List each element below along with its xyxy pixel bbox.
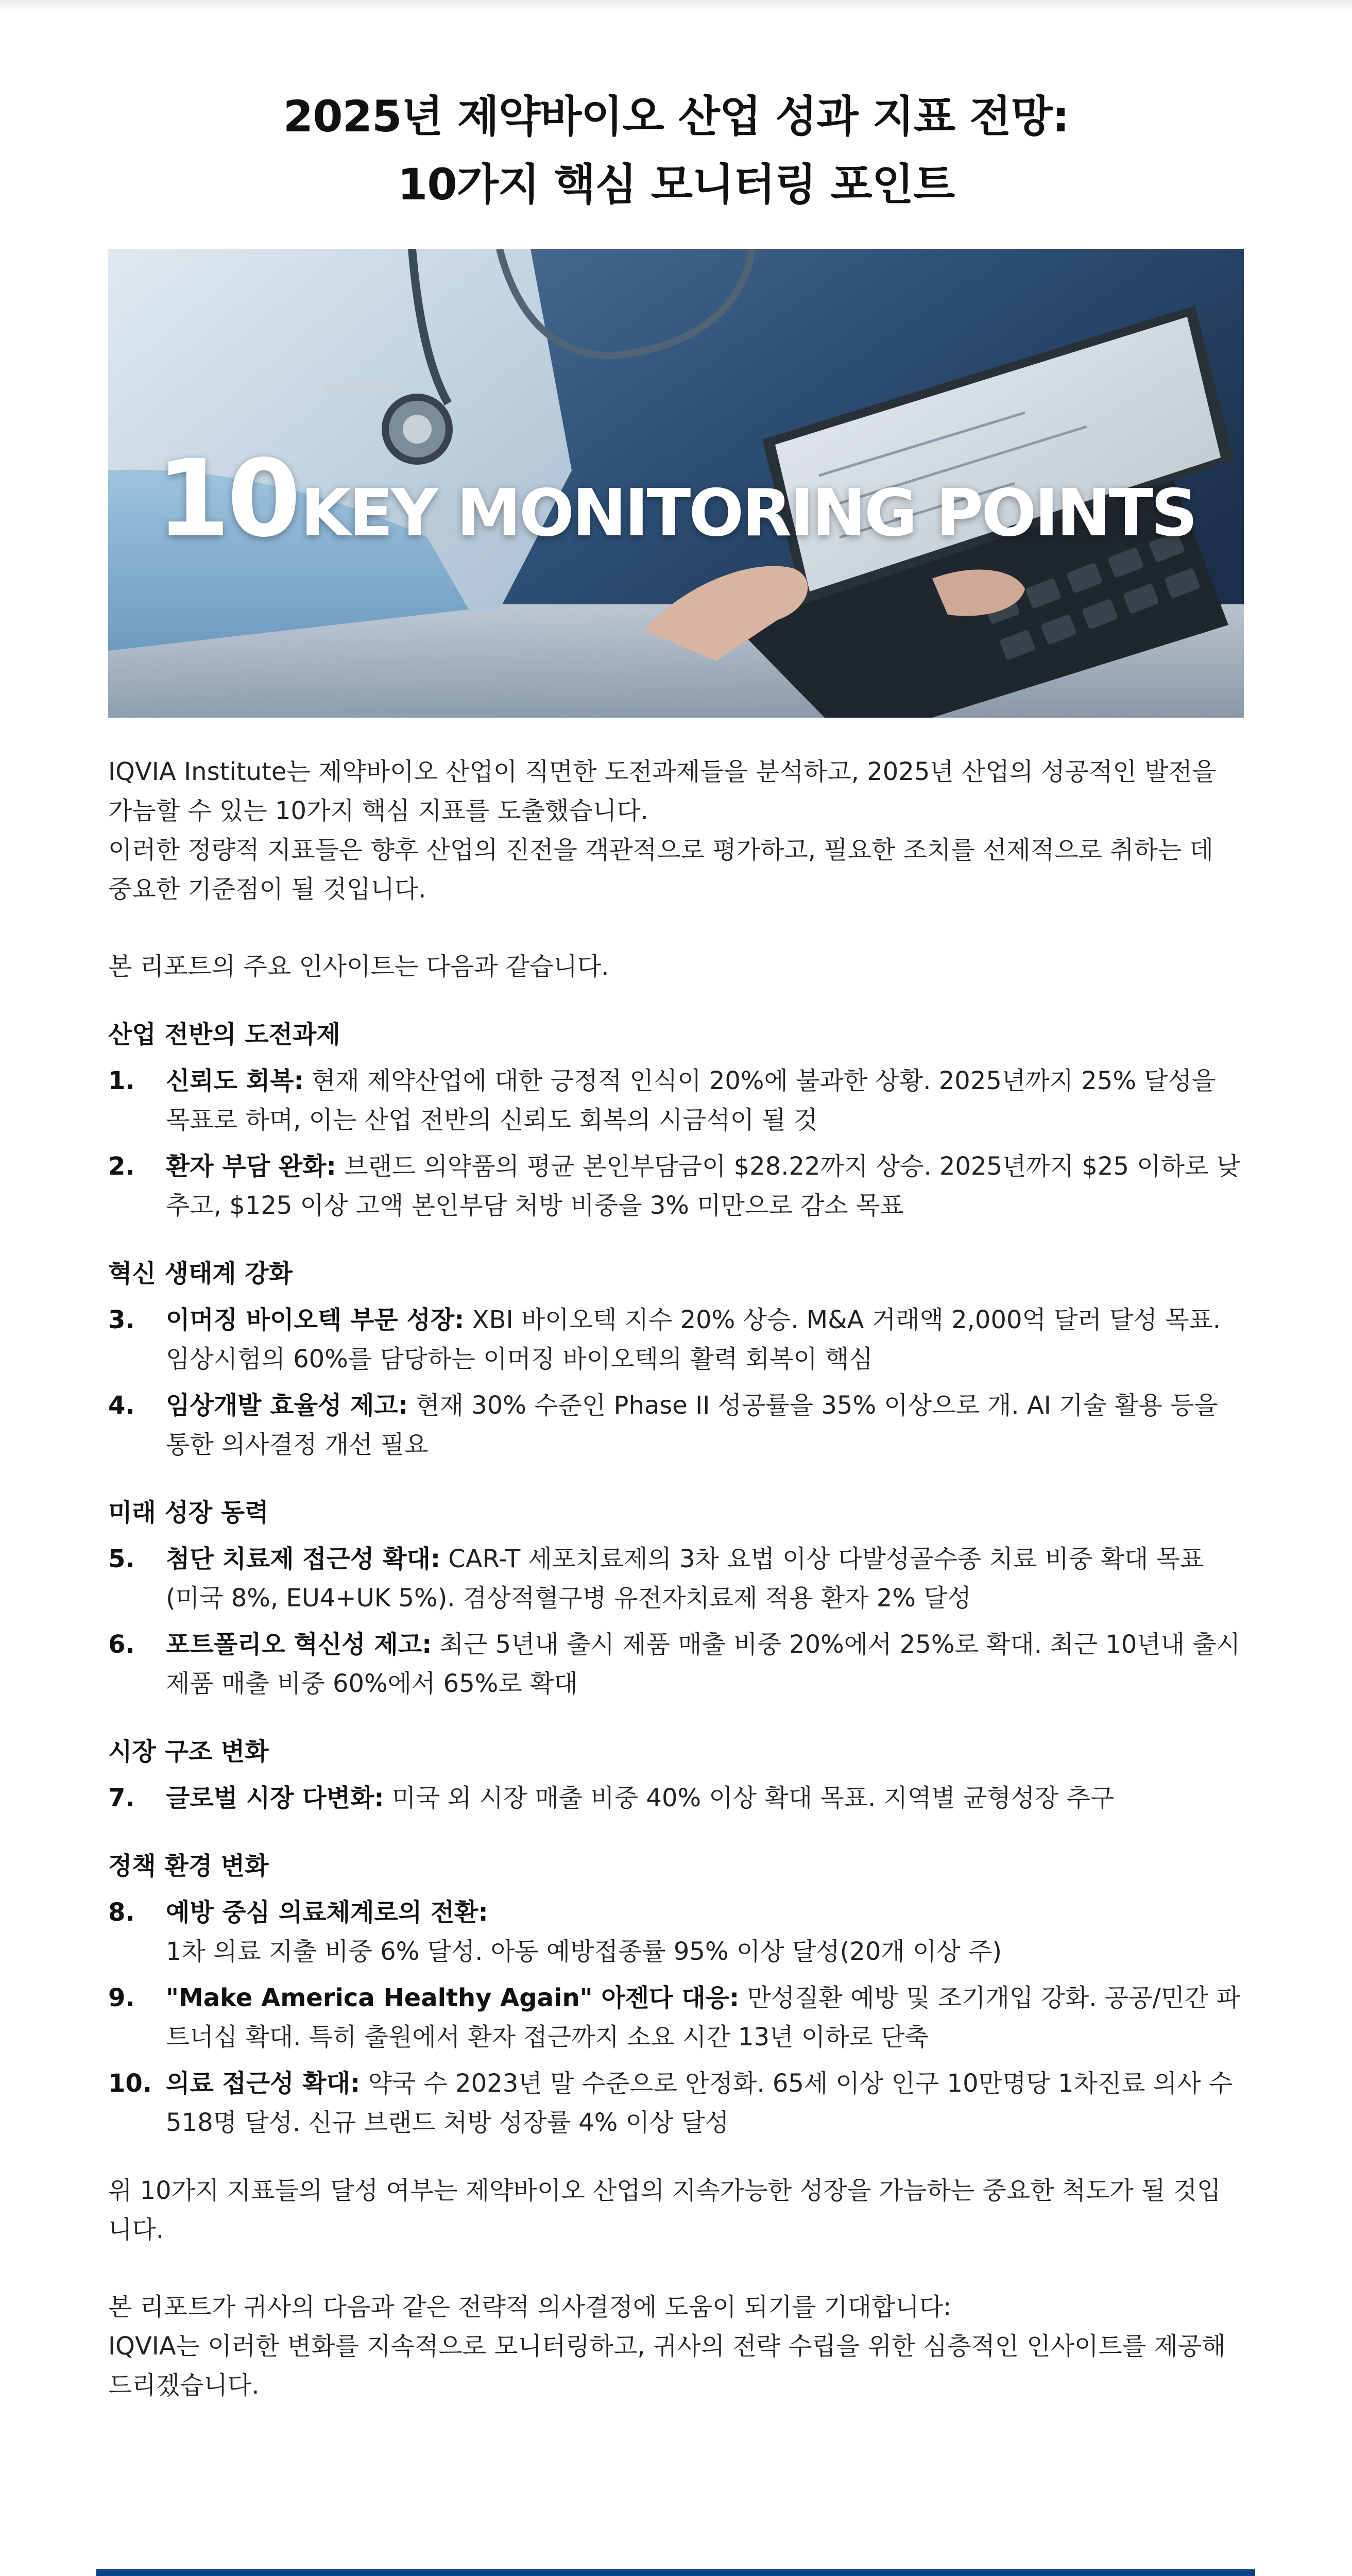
section-heading: 산업 전반의 도전과제: [108, 1020, 340, 1049]
item-number: 9.: [108, 1984, 135, 2012]
item-text: XBI 바이오텍 지수 20% 상승. M&A 거래액 2,000억 달러 달성 목표. 임상시험의 60%를 담당하는 이머징 바이오텍의 활력 회복이 핵심: [166, 1306, 1221, 1374]
item-number: 2.: [108, 1152, 135, 1181]
list-item: [108, 1061, 1244, 1140]
section-heading: 정책 환경 변화: [108, 1852, 269, 1880]
item-number: 8.: [108, 1898, 135, 1927]
view-report-button[interactable]: [96, 2569, 1255, 2576]
title-line-1: 2025년 제약바이오 산업 성과 지표 전망:: [283, 91, 1069, 142]
title-line-2: 10가지 핵심 모니터링 포인트: [397, 159, 955, 210]
closing-paragraph-3: IQVIA는 이러한 변화를 지속적으로 모니터링하고, 귀사의 전략 수립을 위한 심층적인 인사이트를 제공해 드리겠습니다.: [108, 2332, 1226, 2400]
item-lead: 포트폴리오 혁신성 제고:: [166, 1630, 432, 1659]
item-lead: 임상개발 효율성 제고:: [166, 1391, 408, 1420]
closing-paragraph-2: 본 리포트가 귀사의 다음과 같은 전략적 의사결정에 도움이 되기를 기대합니다:: [108, 2293, 952, 2321]
item-lead: 이머징 바이오텍 부문 성장:: [166, 1306, 465, 1334]
item-lead: 신뢰도 회복:: [166, 1066, 304, 1095]
list-item: [108, 1300, 1244, 1379]
item-lead: 예방 중심 의료체계로의 전환:: [166, 1898, 488, 1927]
item-number: 4.: [108, 1391, 135, 1420]
list-item: [108, 2064, 1244, 2142]
item-text: 현재 30% 수준인 Phase II 성공률을 35% 이상으로 개. AI 기술 활용 등을 통한 의사결정 개선 필요: [166, 1391, 1218, 1459]
list-item: [108, 1147, 1244, 1225]
hero-banner: [108, 249, 1244, 718]
top-shadow: [0, 0, 1352, 13]
item-number: 7.: [108, 1784, 135, 1812]
hero-headline: [108, 437, 1244, 561]
article-body: [108, 752, 1244, 2405]
item-number: 6.: [108, 1630, 135, 1659]
item-lead: 글로벌 시장 다변화:: [166, 1784, 384, 1812]
section-heading: 미래 성장 동력: [108, 1498, 269, 1527]
list-item: [108, 1539, 1244, 1618]
item-number: 10.: [108, 2069, 152, 2098]
list-item: [108, 1625, 1244, 1703]
intro-paragraph-3: 본 리포트의 주요 인사이트는 다음과 같습니다.: [108, 952, 609, 981]
item-text: 약국 수 2023년 말 수준으로 안정화. 65세 이상 인구 10만명당 1차진료 의사 수 518명 달성. 신규 브랜드 처방 성장률 4% 이상 달성: [166, 2069, 1233, 2137]
item-text: CAR-T 세포치료제의 3차 요법 이상 다발성골수종 치료 비중 확대 목표 (미국 8%, EU4+UK 5%). 겸상적혈구병 유전자치료제 적용 환자 2% 달성: [166, 1545, 1204, 1613]
item-text: 브랜드 의약품의 평균 본인부담금이 $28.22까지 상승. 2025년까지 $25 이하로 낮추고, $125 이상 고액 본인부담 처방 비중을 3% 미만으로 감소 목표: [166, 1152, 1240, 1220]
item-text: 현재 제약산업에 대한 긍정적 인식이 20%에 불과한 상황. 2025년까지 25% 달성을 목표로 하며, 이는 산업 전반의 신뢰도 회복의 시금석이 될 것: [166, 1066, 1216, 1134]
list-item: [108, 1978, 1244, 2057]
page-title: [0, 82, 1352, 218]
section-heading: 시장 구조 변화: [108, 1737, 269, 1766]
intro-paragraph-1: IQVIA Institute는 제약바이오 산업이 직면한 도전과제들을 분석하고, 2025년 산업의 성공적인 발전을 가늠할 수 있는 10가지 핵심 지표를 도출했습니다.: [108, 757, 1217, 825]
item-number: 5.: [108, 1545, 135, 1573]
item-text: 만성질환 예방 및 조기개입 강화. 공공/민간 파트너십 확대. 특히 출원에서 환자 접근까지 소요 시간 13년 이하로 단축: [166, 1984, 1241, 2052]
item-text: 미국 외 시장 매출 비중 40% 이상 확대 목표. 지역별 균형성장 추구: [391, 1784, 1115, 1812]
list-item: [108, 1386, 1244, 1464]
closing-paragraph-1: 위 10가지 지표들의 달성 여부는 제약바이오 산업의 지속가능한 성장을 가늠하는 중요한 척도가 될 것입니다.: [108, 2176, 1221, 2244]
item-lead: 의료 접근성 확대:: [166, 2069, 361, 2098]
intro-paragraph-2: 이러한 정량적 지표들은 향후 산업의 진전을 객관적으로 평가하고, 필요한 조치를 선제적으로 취하는 데 중요한 기준점이 될 것입니다.: [108, 836, 1213, 904]
item-text: 최근 5년내 출시 제품 매출 비중 20%에서 25%로 확대. 최근 10년내 출시 제품 매출 비중 60%에서 65%로 확대: [166, 1630, 1241, 1698]
item-lead: "Make America Healthy Again" 아젠다 대응:: [166, 1984, 740, 2012]
item-lead: 환자 부담 완화:: [166, 1152, 336, 1181]
item-number: 1.: [108, 1066, 135, 1095]
list-item: [108, 1778, 1244, 1818]
item-lead: 첨단 치료제 접근성 확대:: [166, 1545, 441, 1573]
hero-tagline: KEY MONITORING POINTS: [300, 475, 1196, 551]
section-heading: 혁신 생태계 강화: [108, 1259, 293, 1288]
hero-number: 10: [156, 437, 298, 561]
item-number: 3.: [108, 1306, 135, 1334]
list-item: [108, 1893, 1244, 1971]
item-text: 1차 의료 지출 비중 6% 달성. 아동 예방접종률 95% 이상 달성(20개 이상 주): [166, 1937, 1002, 1966]
